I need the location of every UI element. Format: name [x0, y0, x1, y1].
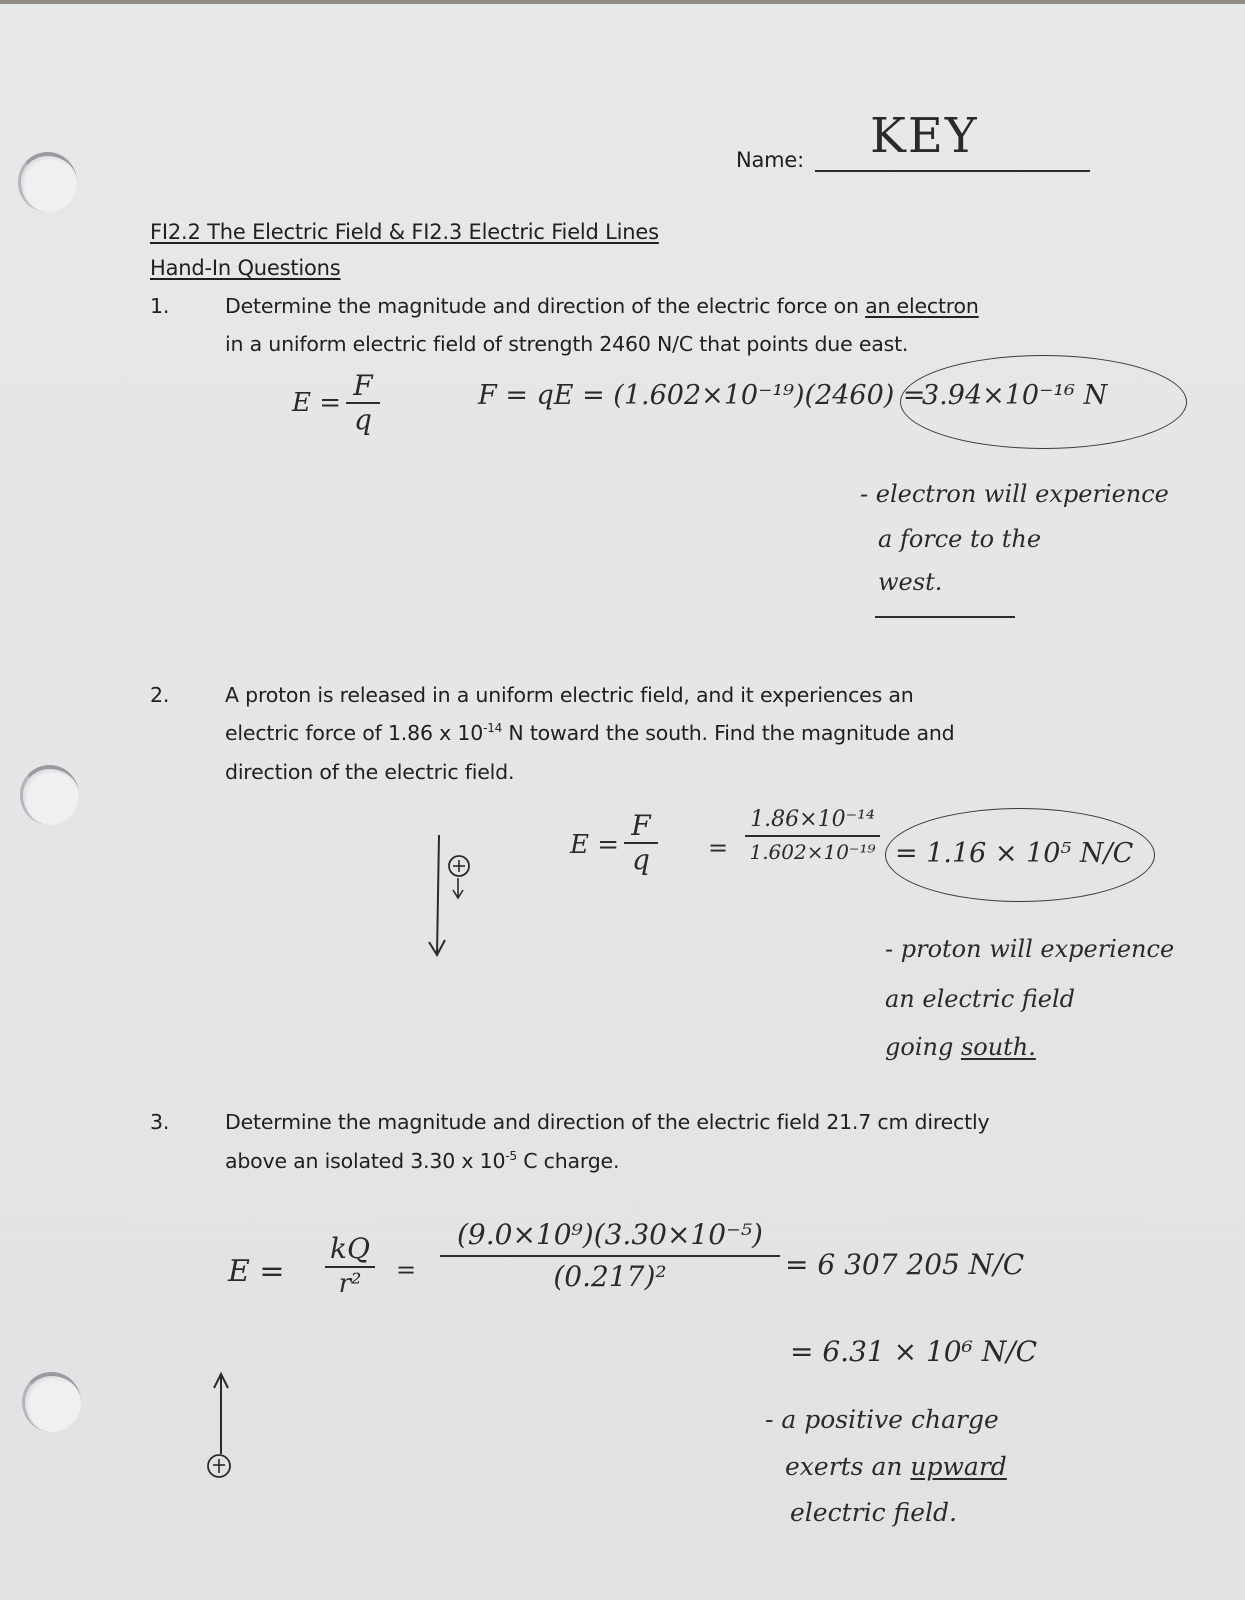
answer-note: - proton will experience: [885, 935, 1175, 963]
formula-lhs: E =: [292, 388, 342, 418]
answer-note: - electron will experience: [860, 480, 1169, 508]
result-value: = 6 307 205 N/C: [785, 1248, 1025, 1281]
formula-fraction: [624, 810, 658, 876]
question-text-line: [225, 721, 954, 745]
fraction-denominator: (0.217)²: [553, 1260, 667, 1293]
question-text-line: Determine the magnitude and direction of the electric field 21.7 cm directly: [225, 1110, 990, 1134]
question-number: 2.: [150, 683, 170, 707]
calculation: F = qE = (1.602×10⁻¹⁹)(2460) =: [478, 380, 926, 411]
question-text: Determine the magnitude and direction of the electric force on: [225, 294, 866, 318]
note-text: exerts an: [785, 1452, 911, 1481]
exponent: -5: [505, 1149, 517, 1164]
underlined-phrase: an electron: [865, 294, 979, 318]
question-text: electric force of 1.86 x 10: [225, 721, 484, 745]
fraction-denominator: q: [354, 403, 372, 436]
answer-value: = 1.16 × 10⁵ N/C: [895, 838, 1134, 869]
fraction-numerator: F: [353, 369, 373, 402]
question-text-line: [225, 294, 979, 318]
fraction-numerator: 1.86×10⁻¹⁴: [750, 807, 875, 832]
calc-fraction: [745, 805, 880, 867]
name-field-value: KEY: [870, 108, 979, 164]
name-label: Name:: [736, 148, 805, 172]
formula-lhs: E =: [228, 1254, 285, 1289]
note-underline: [875, 616, 1015, 618]
question-text-line: [225, 1149, 619, 1173]
formula-lhs: E =: [570, 830, 620, 860]
worksheet-title: FI2.2 The Electric Field & FI2.3 Electric Field Lines: [150, 220, 659, 244]
answer-note: a force to the: [878, 525, 1042, 553]
calc-fraction: [440, 1215, 780, 1297]
exponent: -14: [483, 721, 503, 736]
question-text-line: A proton is released in a uniform electric field, and it experiences an: [225, 683, 914, 707]
fraction-denominator: r²: [338, 1269, 362, 1299]
equals-sign: =: [396, 1256, 417, 1284]
page-top-edge: [0, 0, 1245, 4]
name-field-underline: [815, 170, 1090, 172]
proton-field-diagram-icon: [425, 830, 485, 960]
answer-value: = 6.31 × 10⁶ N/C: [790, 1335, 1038, 1368]
binder-hole-middle: [20, 765, 79, 825]
answer-note: west.: [878, 568, 943, 596]
binder-hole-top: [18, 152, 77, 212]
fraction-denominator: 1.602×10⁻¹⁹: [749, 840, 876, 864]
question-text: C charge.: [516, 1149, 620, 1173]
fraction-numerator: kQ: [330, 1232, 370, 1265]
question-number: 3.: [150, 1110, 170, 1134]
answer-note: [885, 1033, 1036, 1061]
question-number: 1.: [150, 294, 170, 318]
underlined-word: south.: [960, 1033, 1036, 1061]
formula-fraction: [325, 1232, 375, 1300]
answer-note: - a positive charge: [765, 1405, 999, 1434]
question-text: above an isolated 3.30 x 10: [225, 1149, 506, 1173]
fraction-numerator: (9.0×10⁹)(3.30×10⁻⁵): [457, 1218, 763, 1251]
equals-sign: =: [708, 834, 729, 862]
positive-charge-field-diagram-icon: [195, 1370, 245, 1480]
note-text: going: [885, 1033, 961, 1061]
binder-hole-bottom: [22, 1372, 81, 1432]
answer-value: 3.94×10⁻¹⁶ N: [922, 380, 1108, 411]
fraction-denominator: q: [632, 843, 650, 876]
question-text: N toward the south. Find the magnitude and: [502, 721, 955, 745]
fraction-numerator: F: [631, 809, 651, 842]
answer-note: electric field.: [790, 1498, 957, 1527]
underlined-word: upward: [910, 1452, 1007, 1481]
question-text-line: direction of the electric field.: [225, 760, 515, 784]
answer-note: an electric field: [885, 985, 1076, 1013]
question-text-line: in a uniform electric field of strength 2460 N/C that points due east.: [225, 332, 909, 356]
answer-note: [785, 1452, 1007, 1481]
formula-fraction: [346, 370, 380, 436]
worksheet-subtitle: Hand-In Questions: [150, 256, 341, 280]
